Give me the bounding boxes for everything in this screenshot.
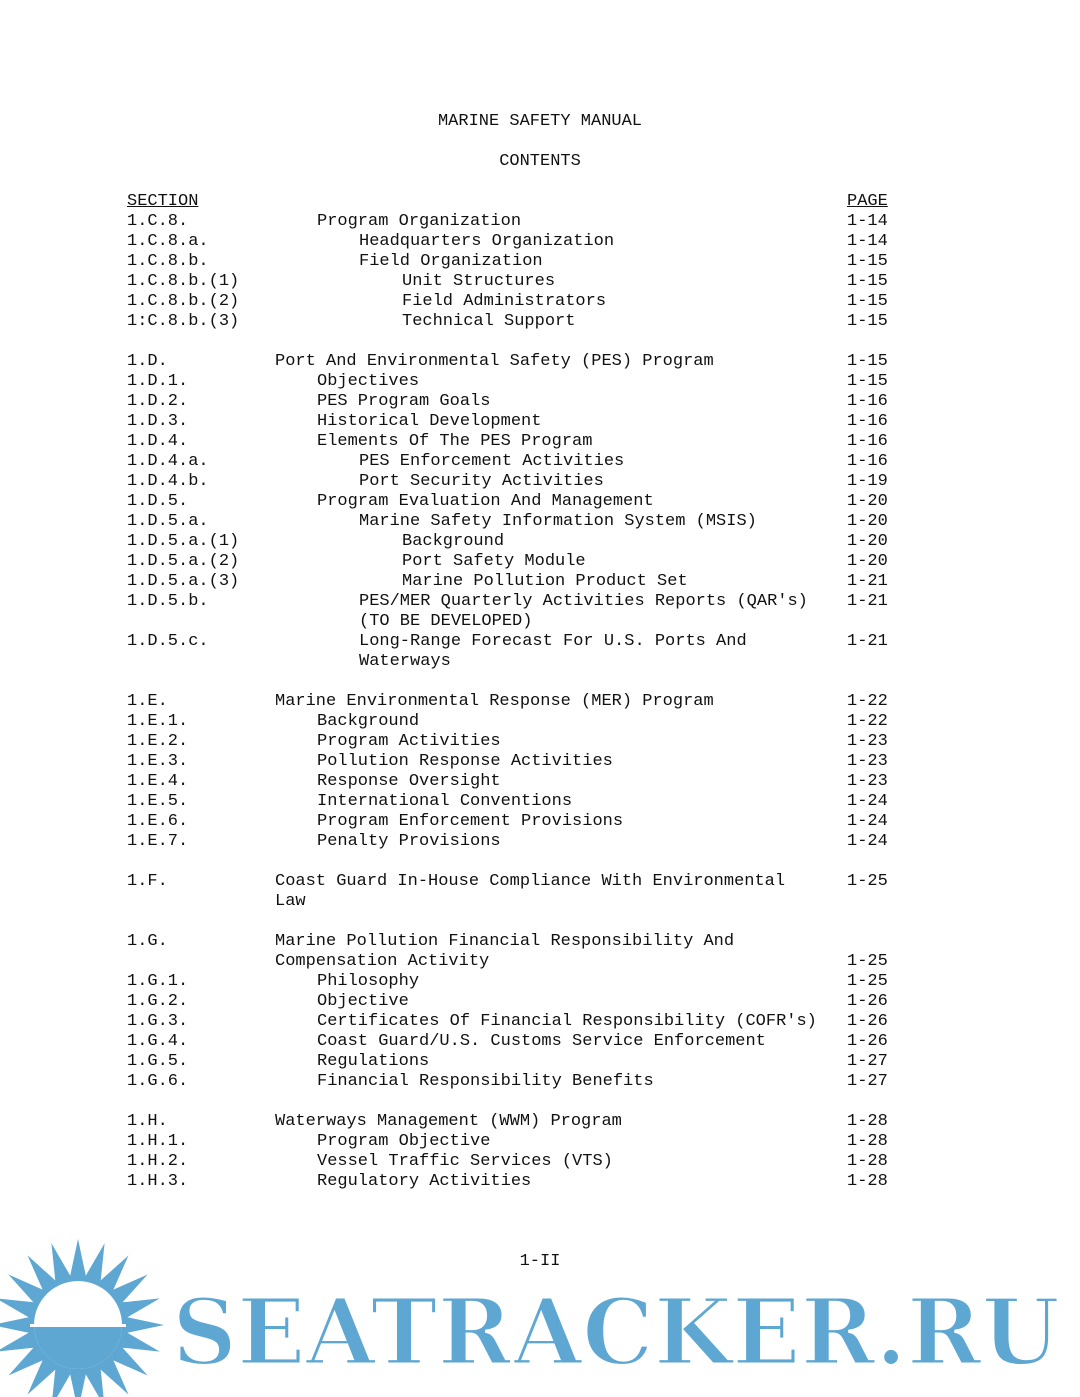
toc-entry (127, 492, 897, 512)
toc-page-number: 1-20 (847, 492, 888, 511)
toc-entry-title: Program Evaluation And Management (317, 492, 654, 511)
toc-entry-title: International Conventions (317, 792, 573, 811)
toc-entry-title: Program Objective (317, 1132, 491, 1151)
toc-entry (127, 832, 897, 852)
toc-entry-title: Port Safety Module (402, 552, 586, 571)
toc-entry (127, 1112, 897, 1132)
toc-page-number: 1-15 (847, 312, 888, 331)
toc-entry (127, 692, 897, 712)
toc-entry (127, 792, 897, 812)
toc-entry (127, 452, 897, 472)
watermark-text: SEATRACKER.RU (172, 1278, 1060, 1386)
toc-entry (127, 712, 897, 732)
toc-section-number: 1.G.6. (127, 1072, 189, 1091)
toc-entry-title: PES Program Goals (317, 392, 491, 411)
toc-section-number: 1.D.3. (127, 412, 189, 431)
toc-entry-title: PES Enforcement Activities (359, 452, 625, 471)
toc-page-number: 1-21 (847, 632, 888, 651)
toc-group-gap (127, 852, 897, 872)
toc-page-number: 1-23 (847, 732, 888, 751)
toc-entry-title: Philosophy (317, 972, 420, 991)
toc-entry-title: Vessel Traffic Services (VTS) (317, 1152, 613, 1171)
toc-entry-title: Historical Development (317, 412, 542, 431)
toc-entry-title: Unit Structures (402, 272, 556, 291)
toc-entry-title: Pollution Response Activities (317, 752, 613, 771)
toc-section-number: 1.E.1. (127, 712, 189, 731)
toc-page-number: 1-16 (847, 432, 888, 451)
toc-section-number: 1.D.5.a.(3) (127, 572, 240, 591)
toc-group-gap (127, 672, 897, 692)
toc-entry-title: Coast Guard/U.S. Customs Service Enforcement (317, 1032, 766, 1051)
toc-page-number: 1-15 (847, 252, 888, 271)
document-title: MARINE SAFETY MANUAL (437, 112, 643, 131)
toc-entry (127, 772, 897, 792)
toc-section-number: 1.D.4. (127, 432, 189, 451)
toc-entry-title: Certificates Of Financial Responsibility (COFR's) (317, 1012, 817, 1031)
toc-body (127, 212, 897, 1192)
toc-entry-title: Headquarters Organization (359, 232, 615, 251)
toc-page-number: 1-22 (847, 712, 888, 731)
toc-entry-title: Penalty Provisions (317, 832, 501, 851)
toc-entry (127, 1052, 897, 1072)
toc-entry (127, 352, 897, 372)
toc-entry (127, 992, 897, 1012)
toc-entry (127, 472, 897, 492)
toc-section-number: 1.H.1. (127, 1132, 189, 1151)
toc-entry-title: Waterways Management (WWM) Program (275, 1112, 622, 1131)
toc-page-number: 1-25 (847, 872, 888, 891)
toc-section-number: 1.E.6. (127, 812, 189, 831)
toc-page-number: 1-14 (847, 232, 888, 251)
toc-section-number: 1.C.8.b.(1) (127, 272, 240, 291)
contents-heading: CONTENTS (499, 152, 581, 171)
sun-logo-icon (0, 1239, 164, 1397)
toc-section-number: 1.D.5.a. (127, 512, 209, 531)
toc-entry (127, 872, 897, 912)
page-column-header: PAGE (847, 192, 888, 211)
toc-section-number: 1.D.5. (127, 492, 189, 511)
toc-section-number: 1.G.5. (127, 1052, 189, 1071)
toc-section-number: 1.E.5. (127, 792, 189, 811)
toc-page-number: 1-15 (847, 372, 888, 391)
toc-entry-title: Long-Range Forecast For U.S. Ports And Waterways (359, 632, 747, 671)
toc-entry-title: Objective (317, 992, 409, 1011)
toc-section-number: 1.C.8.a. (127, 232, 209, 251)
toc-entry (127, 432, 897, 452)
toc-section-number: 1.G.2. (127, 992, 189, 1011)
toc-page-number: 1-22 (847, 692, 888, 711)
page-number: 1-II (519, 1252, 561, 1271)
toc-entry (127, 1132, 897, 1152)
toc-entry (127, 1172, 897, 1192)
toc-entry (127, 392, 897, 412)
toc-page-number: 1-27 (847, 1052, 888, 1071)
toc-page-number: 1-26 (847, 1032, 888, 1051)
toc-page-number: 1-19 (847, 472, 888, 491)
toc-section-number: 1:C.8.b.(3) (127, 312, 240, 331)
toc-section-number: 1.G.3. (127, 1012, 189, 1031)
toc-page-number: 1-15 (847, 292, 888, 311)
toc-section-number: 1.G.4. (127, 1032, 189, 1051)
toc-section-number: 1.H.3. (127, 1172, 189, 1191)
toc-page-number: 1-24 (847, 792, 888, 811)
toc-section-number: 1.G.1. (127, 972, 189, 991)
toc-entry (127, 512, 897, 532)
toc-page-number: 1-21 (847, 592, 888, 611)
toc-section-number: 1.D.5.a.(1) (127, 532, 240, 551)
toc-section-number: 1.E.7. (127, 832, 189, 851)
toc-page-number: 1-28 (847, 1112, 888, 1131)
toc-entry-title: Technical Support (402, 312, 576, 331)
toc-section-number: 1.D.4.b. (127, 472, 209, 491)
toc-page-number: 1-28 (847, 1152, 888, 1171)
toc-entry-title: Field Administrators (402, 292, 607, 311)
toc-page-number: 1-15 (847, 352, 888, 371)
toc-section-number: 1.C.8.b.(2) (127, 292, 240, 311)
toc-entry (127, 1152, 897, 1172)
toc-page-number: 1-24 (847, 812, 888, 831)
toc-page-number: 1-26 (847, 992, 888, 1011)
toc-page-number: 1-20 (847, 532, 888, 551)
toc-entry (127, 312, 897, 332)
section-column-header: SECTION (127, 192, 199, 211)
toc-entry (127, 232, 897, 252)
toc-section-number: 1.D.2. (127, 392, 189, 411)
toc-entry (127, 272, 897, 292)
toc-entry (127, 212, 897, 232)
toc-entry-title: Marine Pollution Financial Responsibility And Compensation Activity (275, 932, 735, 971)
toc-entry-title: Field Organization (359, 252, 543, 271)
toc-page-number: 1-16 (847, 412, 888, 431)
toc-entry (127, 732, 897, 752)
toc-entry-title: Marine Safety Information System (MSIS) (359, 512, 757, 531)
toc-entry-title: Background (402, 532, 505, 551)
toc-entry-title: Regulatory Activities (317, 1172, 532, 1191)
toc-page-number: 1-28 (847, 1132, 888, 1151)
toc-page-number: 1-14 (847, 212, 888, 231)
toc-page-number: 1-25 (847, 972, 888, 991)
toc-section-number: 1.D.5.a.(2) (127, 552, 240, 571)
toc-page-number: 1-23 (847, 772, 888, 791)
toc-section-number: 1.D.1. (127, 372, 189, 391)
toc-entry (127, 632, 897, 672)
toc-section-number: 1.E.4. (127, 772, 189, 791)
toc-page-number: 1-20 (847, 552, 888, 571)
toc-page-number: 1-24 (847, 832, 888, 851)
toc-entry (127, 412, 897, 432)
toc-page-number: 1-27 (847, 1072, 888, 1091)
toc-entry (127, 572, 897, 592)
toc-group-gap (127, 332, 897, 352)
toc-entry (127, 1012, 897, 1032)
toc-section-number: 1.H. (127, 1112, 168, 1131)
toc-entry-title: Response Oversight (317, 772, 501, 791)
toc-entry-title: Elements Of The PES Program (317, 432, 593, 451)
toc-page-number: 1-28 (847, 1172, 888, 1191)
toc-entry-title: Marine Pollution Product Set (402, 572, 688, 591)
toc-entry-title: Port Security Activities (359, 472, 604, 491)
toc-group-gap (127, 1092, 897, 1112)
toc-entry-title: Marine Environmental Response (MER) Program (275, 692, 714, 711)
toc-entry (127, 292, 897, 312)
toc-group-gap (127, 912, 897, 932)
toc-entry-title: Port And Environmental Safety (PES) Program (275, 352, 714, 371)
toc-entry-title: Objectives (317, 372, 420, 391)
toc-entry-title: Program Organization (317, 212, 522, 231)
toc-entry (127, 532, 897, 552)
toc-entry-title: Program Activities (317, 732, 501, 751)
table-of-contents (127, 192, 897, 1192)
toc-entry (127, 932, 897, 972)
toc-entry-title: Regulations (317, 1052, 430, 1071)
toc-entry-title: Program Enforcement Provisions (317, 812, 624, 831)
toc-entry (127, 1072, 897, 1092)
toc-section-number: 1.F. (127, 872, 168, 891)
toc-page-number: 1-16 (847, 452, 888, 471)
toc-page-number: 1-25 (847, 952, 888, 971)
toc-entry (127, 752, 897, 772)
toc-entry-title: Background (317, 712, 420, 731)
toc-section-number: 1.G. (127, 932, 168, 951)
toc-section-number: 1.E.2. (127, 732, 189, 751)
toc-section-number: 1.D. (127, 352, 168, 371)
toc-entry-title: Financial Responsibility Benefits (317, 1072, 654, 1091)
toc-entry (127, 552, 897, 572)
toc-section-number: 1.C.8.b. (127, 252, 209, 271)
toc-section-number: 1.H.2. (127, 1152, 189, 1171)
toc-header-row (127, 192, 897, 212)
toc-page-number: 1-16 (847, 392, 888, 411)
toc-entry-title: PES/MER Quarterly Activities Reports (QAR's) (TO BE DEVELOPED) (359, 592, 808, 631)
toc-entry (127, 252, 897, 272)
toc-section-number: 1.D.5.c. (127, 632, 209, 651)
toc-entry (127, 1032, 897, 1052)
toc-page-number: 1-21 (847, 572, 888, 591)
toc-entry-title: Coast Guard In-House Compliance With Environmental Law (275, 872, 786, 911)
toc-section-number: 1.C.8. (127, 212, 189, 231)
seatracker-watermark-logo (0, 1232, 1080, 1397)
toc-entry (127, 812, 897, 832)
toc-entry (127, 592, 897, 632)
toc-section-number: 1.D.5.b. (127, 592, 209, 611)
toc-page-number: 1-23 (847, 752, 888, 771)
toc-section-number: 1.E. (127, 692, 168, 711)
toc-page-number: 1-26 (847, 1012, 888, 1031)
toc-page-number: 1-15 (847, 272, 888, 291)
toc-page-number: 1-20 (847, 512, 888, 531)
toc-entry (127, 972, 897, 992)
toc-entry (127, 372, 897, 392)
toc-section-number: 1.E.3. (127, 752, 189, 771)
toc-section-number: 1.D.4.a. (127, 452, 209, 471)
